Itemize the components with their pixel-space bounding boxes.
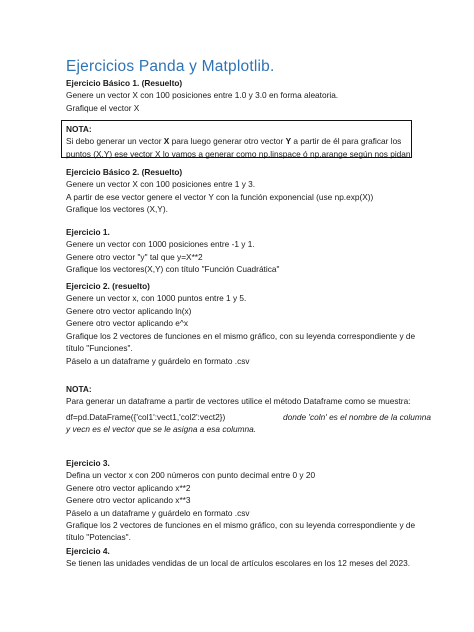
- exercise-3-line: Defina un vector x con 200 números con punto decimal entre 0 y 20: [66, 470, 316, 481]
- basic-exercise-1-line: Genere un vector X con 100 posiciones entre 1.0 y 3.0 en forma aleatoria.: [66, 90, 339, 101]
- basic-exercise-2: [66, 166, 373, 216]
- exercise-2-save: Páselo a un dataframe y guárdelo en formato .csv: [66, 356, 250, 366]
- basic-exercise-2-line: Genere un vector X con 100 posiciones entre 1 y 3.: [66, 179, 256, 190]
- exercise-2-line: título "Funciones".: [66, 343, 133, 354]
- note-2-code: df=pd.DataFrame({'col1':vect1,'col2':vect2}): [66, 412, 226, 422]
- note-2-italic-2: y vecn es el vector que se le asigna a esa columna.: [66, 424, 257, 434]
- note-1-vector-y: Y: [285, 136, 292, 147]
- exercise-4-line: Se tienen las unidades vendidas de un local de artículos escolares en los 12 meses del 2023.: [66, 558, 411, 569]
- exercise-2-line: Genere otro vector aplicando ln(x): [66, 305, 192, 316]
- exercise-2: [66, 280, 415, 354]
- exercise-1-heading: Ejercicio 1.: [66, 227, 110, 237]
- basic-exercise-2-heading: Ejercicio Básico 2. (Resuelto): [66, 167, 183, 177]
- exercise-3-line: Genere otro vector aplicando x**3: [66, 495, 191, 506]
- exercise-3-line: título "Potencias".: [66, 532, 131, 543]
- exercise-4-heading: Ejercicio 4.: [66, 546, 110, 556]
- exercise-2-line: Grafique los 2 vectores de funciones en el mismo gráfico, con su leyenda correspondiente y de: [66, 330, 416, 341]
- basic-exercise-2-line: A partir de ese vector genere el vector Y con la función exponencial (use np.exp(X)): [66, 191, 374, 202]
- note-1-text: Si debo generar un vector: [66, 136, 164, 147]
- exercise-3-line: Grafique los 2 vectores de funciones en el mismo gráfico, con su leyenda correspondiente y de: [66, 520, 416, 531]
- basic-exercise-1-heading: Ejercicio Básico 1. (Resuelto): [66, 78, 183, 88]
- exercise-2-line: Genere un vector x, con 1000 puntos entre 1 y 5.: [66, 293, 247, 304]
- exercise-1-line: Genere un vector con 1000 posiciones entre -1 y 1.: [66, 239, 255, 250]
- exercise-3-line: Genere otro vector aplicando x**2: [66, 482, 191, 493]
- note-1-line-2: puntos (X,Y) ese vector X lo vamos a generar como np.linspace ó np.arange según nos pidan.: [66, 148, 413, 159]
- basic-exercise-1: [66, 77, 338, 114]
- exercise-1-line: Genere otro vector "y" tal que y=X**2: [66, 251, 203, 262]
- page-title: Ejercicios Panda y Matplotlib.: [66, 58, 275, 75]
- basic-exercise-2-line: Grafique los vectores (X,Y).: [66, 204, 168, 215]
- exercise-1: [66, 226, 279, 276]
- note-1-heading: NOTA:: [66, 124, 92, 134]
- exercise-3: [66, 457, 415, 544]
- exercise-2-heading: Ejercicio 2. (resuelto): [66, 281, 150, 291]
- note-2-heading: NOTA:: [66, 384, 92, 394]
- note-1-vector-x: X: [163, 136, 170, 147]
- note-2-line: Para generar un dataframe a partir de vectores utilice el método Dataframe como se muestra:: [66, 396, 411, 407]
- note-1-line-1: [66, 135, 413, 147]
- exercise-3-line: Páselo a un dataframe y guárdelo en formato .csv: [66, 507, 250, 518]
- note-2-italic-1: donde 'coln' es el nombre de la columna: [283, 412, 431, 422]
- note-1-text: para luego generar otro vector: [169, 136, 286, 147]
- exercise-4: [66, 545, 410, 570]
- exercise-1-line: Grafique los vectores(X,Y) con título "Función Cuadrática": [66, 264, 280, 275]
- exercise-2-line: Genere otro vector aplicando e^x: [66, 318, 188, 329]
- basic-exercise-1-line: Grafique el vector X: [66, 102, 140, 113]
- note-1-text: a partir de él para graficar los: [291, 136, 402, 147]
- note-1: [66, 123, 413, 160]
- exercise-3-heading: Ejercicio 3.: [66, 458, 110, 468]
- note-2: [66, 383, 411, 408]
